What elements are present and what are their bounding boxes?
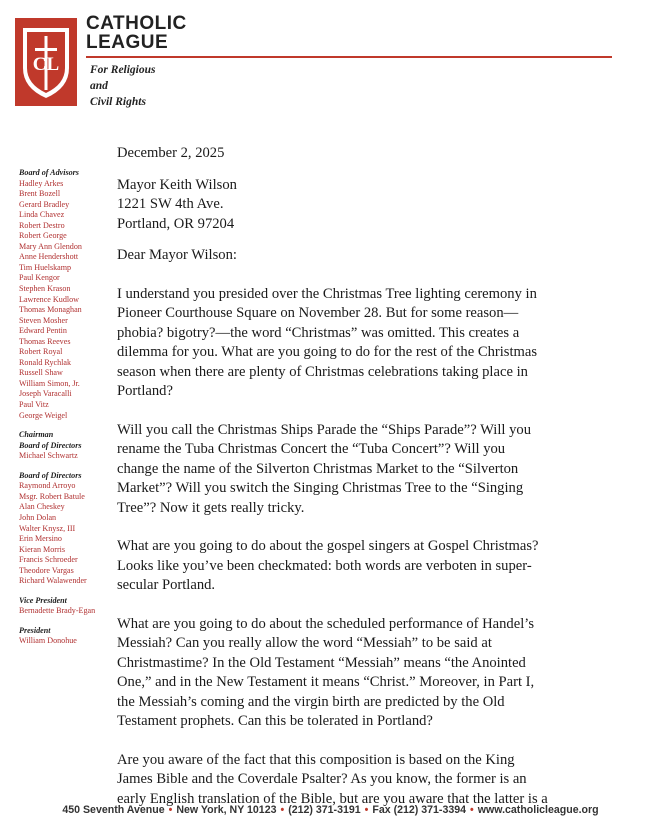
director-name: Walter Knysz, III [19,523,76,533]
footer-separator: • [280,804,285,816]
director-name: Theodore Vargas [19,565,74,575]
paragraph-line: One,” and in the New Testament it means “Christ.” Moreover, in Part I, [117,674,535,690]
address-line: Mayor Keith Wilson [117,176,237,193]
footer-separator: • [470,804,474,816]
advisor-name: Joseph Varacalli [19,389,72,399]
letter-paragraphs [117,285,585,810]
directors-title: Board of Directors [19,470,82,480]
advisor-name: Paul Kengor [19,273,60,283]
paragraph-line: secular Portland. [117,577,216,593]
footer-phone: (212) 371-3191 [288,804,361,816]
letter-paragraph [117,751,585,810]
paragraph-line: Tree”? Now it gets really tricky. [117,499,305,516]
tagline-line3: Civil Rights [90,96,146,108]
letter-paragraph [117,537,585,596]
letter-date: December 2, 2025 [117,145,225,161]
tagline [90,62,156,110]
director-name: Msgr. Robert Batule [19,491,85,501]
director-name: Raymond Arroyo [19,481,76,491]
letter-paragraph [117,615,585,732]
paragraph-line: Pioneer Courthouse Square on November 28. But for some reason— [117,305,519,321]
advisor-name: Tim Huelskamp [19,262,72,272]
advisor-name: Mary Ann Glendon [19,241,82,251]
paragraph-line: early English translation of the Bible, but are you aware that the latter is a [117,790,548,807]
paragraph-line: What are you going to do about the gospel singers at Gospel Christmas? [117,538,539,554]
advisor-name: Brent Bozell [19,189,61,199]
paragraph-line: I understand you presided over the Christmas Tree lighting ceremony in [117,285,537,302]
paragraph-line: James Bible and the Coverdale Psalter? As you know, the former is an [117,771,527,787]
director-name: John Dolan [19,512,57,522]
director-name: Richard Walawender [19,576,87,586]
catholic-league-logo [15,18,77,106]
greeting: Dear Mayor Wilson: [117,247,237,263]
advisor-name: Thomas Reeves [19,336,71,346]
chairman-name: Michael Schwartz [19,451,78,461]
paragraph-line: rename the Tuba Christmas Concert the “Tuba Concert”? Will you [117,441,506,457]
letter-body [117,144,585,828]
paragraph-line: Will you call the Christmas Ships Parade the “Ships Parade”? Will you [117,421,531,438]
advisor-name: Russell Shaw [19,368,63,378]
director-name: Erin Mersino [19,534,62,544]
organization-name [86,14,187,52]
advisor-name: Thomas Monaghan [19,305,82,315]
paragraph-line: phobia? bigotry?—the word “Christmas” was omitted. This creates a [117,324,520,341]
board-sidebar [19,168,111,647]
footer-separator: • [364,804,369,816]
advisor-name: Lawrence Kudlow [19,294,80,304]
advisor-name: Steven Mosher [19,315,68,325]
advisor-name: Ronald Rychlak [19,357,72,367]
advisor-name: Hadley Arkes [19,178,64,188]
footer-fax: Fax (212) 371-3394 [372,804,467,816]
footer-separator: • [168,804,173,816]
recipient-address [117,176,585,235]
org-name-line1: CATHOLIC [86,13,187,34]
advisor-name: Robert Royal [19,347,63,357]
director-name: Kieran Morris [19,544,66,554]
director-name: Francis Schroeder [19,555,78,565]
president-title: President [19,625,51,635]
paragraph-line: Are you aware of the fact that this composition is based on the King [117,751,515,768]
advisor-name: Edward Pentin [19,326,67,336]
advisor-name: Gerard Bradley [19,199,70,209]
paragraph-line: season when there are plenty of Christmas celebrations taking place in [117,363,528,380]
paragraph-line: Testament prophets. Can this be tolerated in Portland? [117,713,433,729]
advisor-name: Linda Chavez [19,210,65,220]
director-name: Alan Cheskey [19,502,65,512]
advisor-name: Robert Destro [19,220,65,230]
paragraph-line: Christmastime? In the Old Testament “Messiah” means “the Anointed [117,654,526,671]
footer-website-link[interactable]: www.catholicleague.org [477,804,599,816]
paragraph-line: Messiah? Can you really allow the word “Messiah” to be said at [117,635,492,651]
logo-letters: CL [32,54,60,75]
advisor-name: Anne Hendershott [19,252,79,262]
paragraph-line: change the name of the Silverton Christmas Market to the “Silverton [117,460,519,477]
advisor-name: Paul Vitz [19,400,49,410]
president-name: William Donohue [19,636,77,646]
address-line: 1221 SW 4th Ave. [117,196,224,212]
advisor-name: William Simon, Jr. [19,378,80,388]
paragraph-line: Looks like you’ve been checkmated: both words are verboten in super- [117,557,532,574]
org-name-line2: LEAGUE [86,32,169,53]
directors-list [19,481,111,586]
letter-paragraph [117,421,585,519]
advisors-title: Board of Advisors [19,168,79,177]
paragraph-line: the Messiah’s coming and the virgin birth are predicted by the Old [117,693,505,710]
tagline-line2: and [90,80,108,92]
footer-address: 450 Seventh Avenue [62,804,165,816]
paragraph-line: Portland? [117,383,173,399]
advisor-name: Stephen Krason [19,284,71,294]
tagline-line1: For Religious [90,64,156,76]
advisor-name: George Weigel [19,410,68,420]
paragraph-line: Market”? Will you switch the Singing Christmas Tree to the “Singing [117,480,524,496]
footer-city: New York, NY 10123 [176,804,277,816]
paragraph-line: dilemma for you. What are you going to do for the rest of the Christmas [117,344,538,360]
advisors-list [19,179,111,422]
address-line: Portland, OR 97204 [117,215,235,232]
vp-title: Vice President [19,595,67,605]
header-rule [86,56,612,58]
chairman-board-title: Board of Directors [19,440,82,450]
chairman-title: Chairman [19,430,54,440]
paragraph-line: What are you going to do about the scheduled performance of Handel’s [117,615,534,632]
letter-paragraph [117,285,585,402]
footer-contact [0,804,661,816]
vp-name: Bernadette Brady-Egan [19,606,96,616]
advisor-name: Robert George [19,231,67,241]
